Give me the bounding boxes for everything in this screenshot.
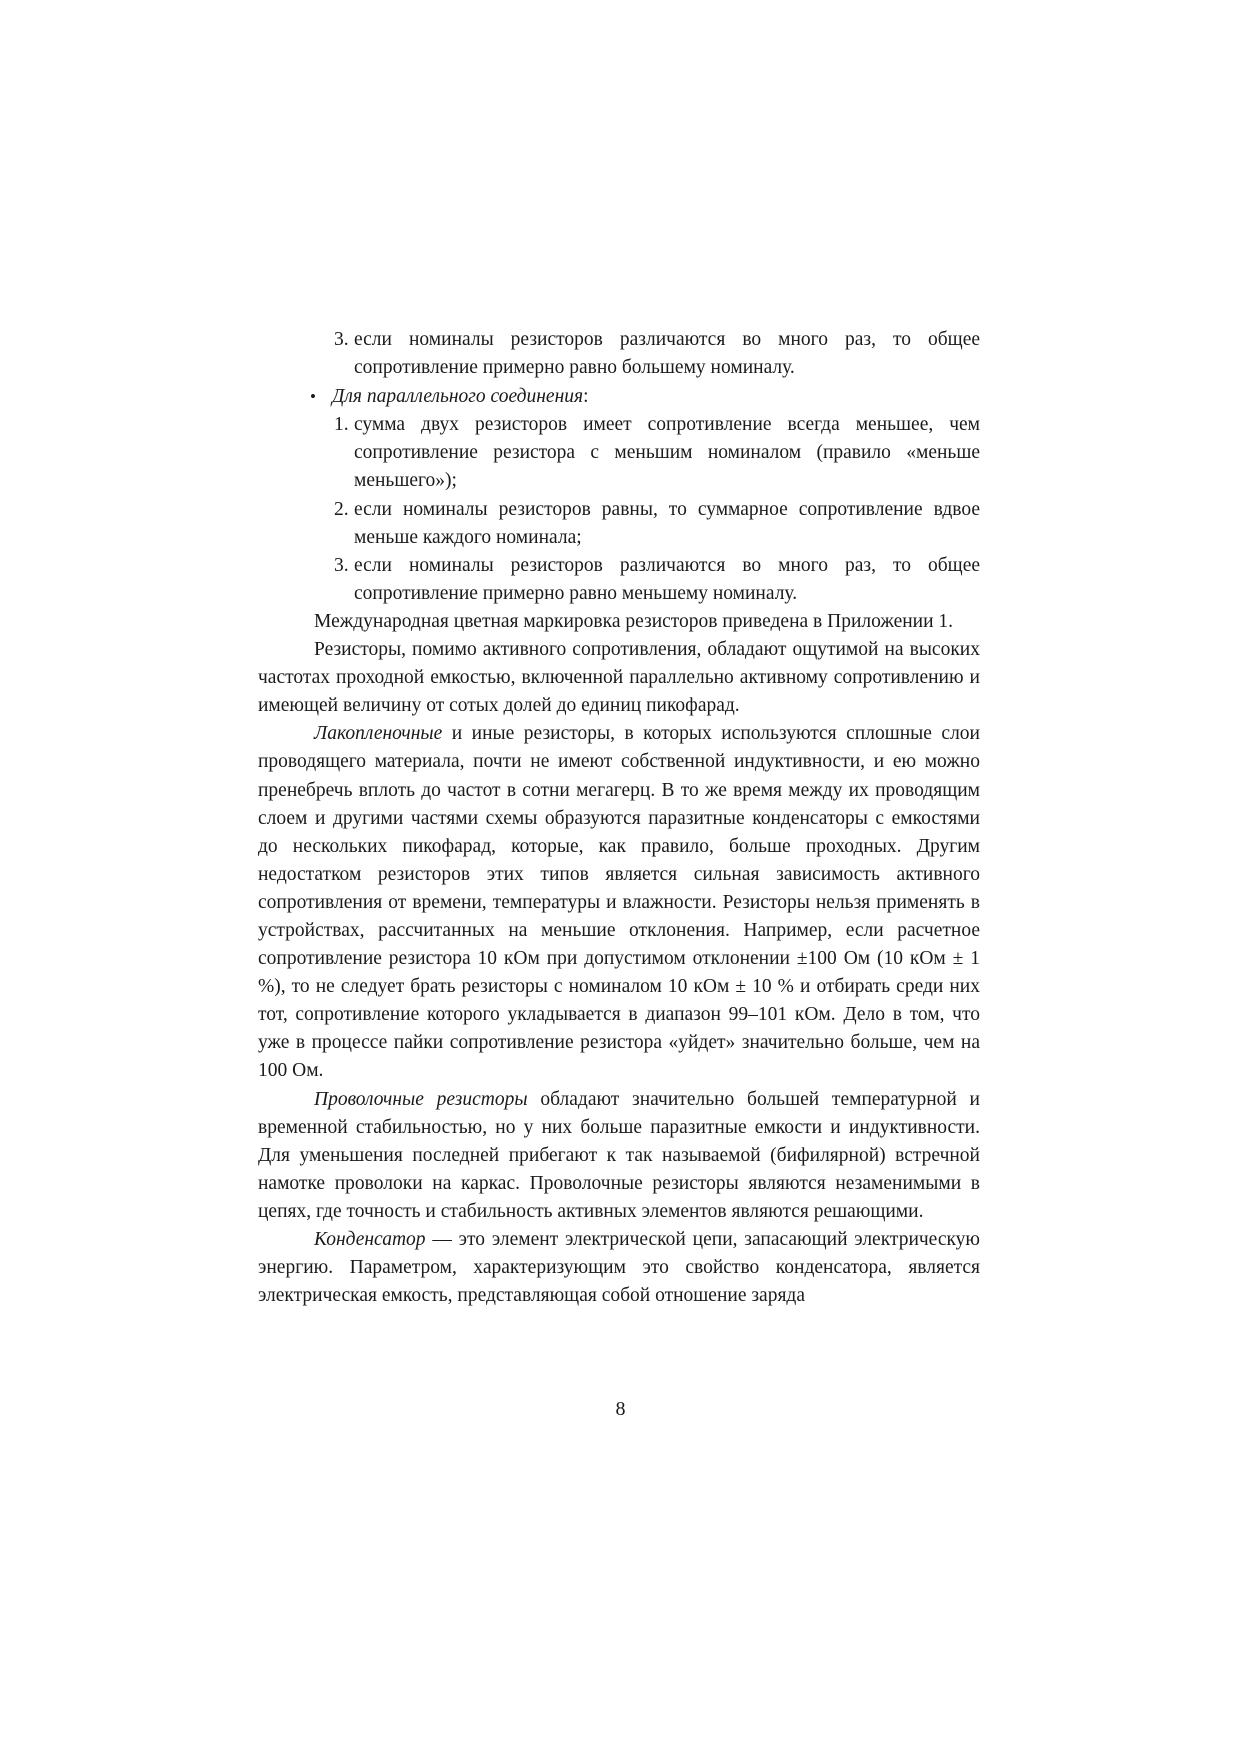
list-number: 2.: [334, 498, 349, 520]
paragraph-capacitor: [258, 1226, 980, 1310]
bullet-heading: Для параллельного соединения: [332, 386, 584, 408]
list-item-series-3: [334, 326, 980, 382]
bullet-parallel-connection: [310, 383, 980, 411]
page-number: 8: [615, 1398, 626, 1420]
list-item-parallel-2: [334, 496, 980, 552]
term-wire-resistors: Проволочные резисторы: [314, 1088, 528, 1110]
list-item-text: если номиналы резисторов равны, то суммарное сопротивление вдвое меньше каждого номинала;: [354, 498, 980, 548]
list-number: 1.: [334, 414, 349, 436]
paragraph-passthrough-capacitance: Резисторы, помимо активного сопротивления, обладают ощутимой на высоких частотах проходной емкостью, включенной параллельно активному сопротивлению и имеющей величину от сотых долей до единиц пикофарад.: [258, 639, 980, 717]
paragraph-color-marking: Международная цветная маркировка резисторов приведена в Приложении 1.: [314, 610, 954, 632]
list-number: 3.: [334, 554, 349, 576]
list-item-parallel-1: [334, 411, 980, 495]
paragraph-text: обладают значительно большей температурной и временной стабильностью, но у них больше паразитные емкости и индуктивности. Для уменьшения последней прибегают к так называемой (бифилярной) встречной намотке проволоки на каркас. Проволочные резисторы являются незаменимыми в цепях, где точность и стабильность активных элементов являются решающими.: [258, 1088, 980, 1222]
bullet-icon: •: [310, 387, 316, 407]
paragraph-text: и иные резисторы, в которых используются сплошные слои проводящего материала, почти не имеют собственной индуктивности, и ею можно пренебречь вплоть до частот в сотни мегагерц. В то же время между их проводящим слоем и другими частями схемы образуются паразитные конденсаторы с емкостями до нескольких пикофарад, которые, как правило, больше проходных. Другим недостатком резисторов этих типов является сильная зависимость активного сопротивления от времени, температуры и влажности. Резисторы нельзя применять в устройствах, рассчитанных на меньшие отклонения. Например, если расчетное сопротивление резистора 10 кОм при допустимом отклонении ±100 Ом (10 кОм ± 1 %), то не следует брать резисторы с номиналом 10 кОм ± 10 % и отбирать среди них тот, сопротивление которого укладывается в диапазон 99–101 кОм. Дело в том, что уже в процессе пайки сопротивление резистора «уйдет» значительно больше, чем на 100 Ом.: [258, 723, 980, 1082]
list-number: 3.: [334, 329, 349, 350]
list-item-parallel-3: [334, 552, 980, 608]
term-capacitor: Конденсатор: [314, 1229, 426, 1250]
list-item-text: если номиналы резисторов различаются во много раз, то общее сопротивление примерно равно меньшему номиналу.: [354, 554, 980, 604]
term-film-resistors: Лакопленочные: [314, 723, 443, 745]
list-item-text: сумма двух резисторов имеет сопротивление всегда меньшее, чем сопротивление резистора с меньшим номиналом (правило «меньше меньшего»);: [354, 414, 980, 492]
paragraph-wire-resistors: [258, 1086, 980, 1226]
paragraph-text: — это элемент электрической цепи, запасающий электрическую энергию. Параметром, характеризующим это свойство конденсатора, является электрическая емкость, представляющая собой отношение заряда: [258, 1229, 980, 1307]
page-body: [258, 326, 980, 1310]
paragraph-film-resistors: [258, 720, 980, 1085]
list-item-text: если номиналы резисторов различаются во много раз, то общее сопротивление примерно равно большему номиналу.: [354, 329, 980, 379]
bullet-heading-colon: :: [583, 386, 589, 408]
